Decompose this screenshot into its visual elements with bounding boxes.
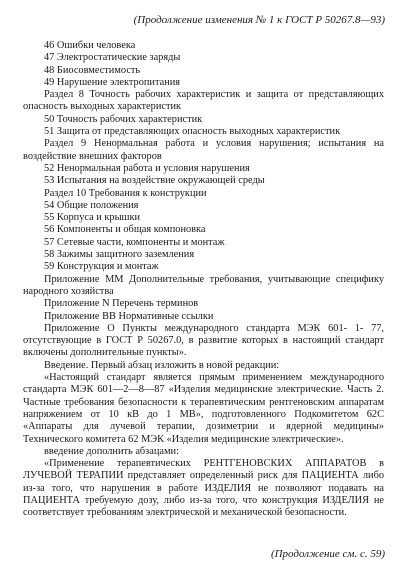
section-heading: Раздел 10 Требования к конструкции (44, 187, 207, 199)
section-heading: Раздел 8 Точность рабочих характеристик и защита от представляющих опасность выходных характеристик (23, 89, 384, 113)
list-item: 46 Ошибки человека (44, 40, 136, 51)
document-body (23, 40, 384, 520)
running-footer: (Продолжение см. с. 59) (270, 548, 385, 560)
appendix-item: Приложение ММ Дополнительные требования, учитывающие специфику народного хозяйства (23, 273, 384, 297)
section-heading: Раздел 9 Ненормальная работа и условия нарушения; испытания на воздействие внешних факторов (23, 138, 384, 162)
list-item: 54 Общие положения (44, 199, 139, 211)
list-item: 48 Биосовместимость (44, 64, 141, 76)
list-item: 56 Компоненты и общая компоновка (44, 224, 206, 236)
running-header: (Продолжение изменения № 1 к ГОСТ Р 50267.8—93) (133, 14, 385, 26)
list-item: 55 Корпуса и крышки (44, 212, 141, 224)
appendix-item: Приложение N Перечень терминов (44, 298, 199, 310)
list-item: 47 Электростатические заряды (44, 52, 181, 64)
list-item: 51 Защита от представляющих опасность выходных характеристик (44, 126, 341, 138)
list-item: 58 Зажимы защитного заземления (44, 249, 195, 261)
quoted-paragraph: «Применение терапевтических РЕНТГЕНОВСКИХ АППАРАТОВ в ЛУЧЕВОЙ ТЕРАПИИ представляет определенный риск для ПАЦИЕНТА либо из-за того, что нарушения в работе ИЗДЕЛИЯ не позволяют подавать на ПАЦИЕНТА требуемую дозу, либо из-за того, что конструкция ИЗДЕЛИЯ не соответствует требованиям электрической и механической безопасности. (23, 458, 384, 519)
list-item: 50 Точность рабочих характеристик (44, 113, 203, 125)
quoted-paragraph: «Настоящий стандарт является прямым применением международного стандарта МЭК 601—2—8—87 «Изделия медицинские электрические. Часть 2. Частные требования безопасности к терапевтическим рентгеновским аппаратам напряжением от 10 кВ до 1 МВ», подготовленного Подкомитетом 62С «Аппараты для лучевой терапии, дозиметрии и ядерной медицины» Технического комитета 62 МЭК «Изделия медицинские электрические». (23, 372, 384, 445)
list-item: 59 Конструкция и монтаж (44, 261, 159, 273)
list-item: 52 Ненормальная работа и условия нарушения (44, 162, 250, 174)
list-item: 57 Сетевые части, компоненты и монтаж (44, 236, 225, 248)
instruction-paragraph: введение дополнить абзацами: (44, 445, 179, 457)
appendix-item: Приложение ВВ Нормативные ссылки (44, 310, 214, 322)
list-item: 49 Нарушение электропитания (44, 76, 181, 88)
instruction-paragraph: Введение. Первый абзац изложить в новой редакции: (44, 359, 280, 371)
list-item: 53 Испытания на воздействие окружающей среды (44, 175, 265, 187)
appendix-item: Приложение О Пункты международного стандарта МЭК 601- 1- 77, отсутствующие в ГОСТ Р 50267.0, в развитие которых в настоящий стандарт включены дополнительные пункты». (23, 322, 384, 359)
